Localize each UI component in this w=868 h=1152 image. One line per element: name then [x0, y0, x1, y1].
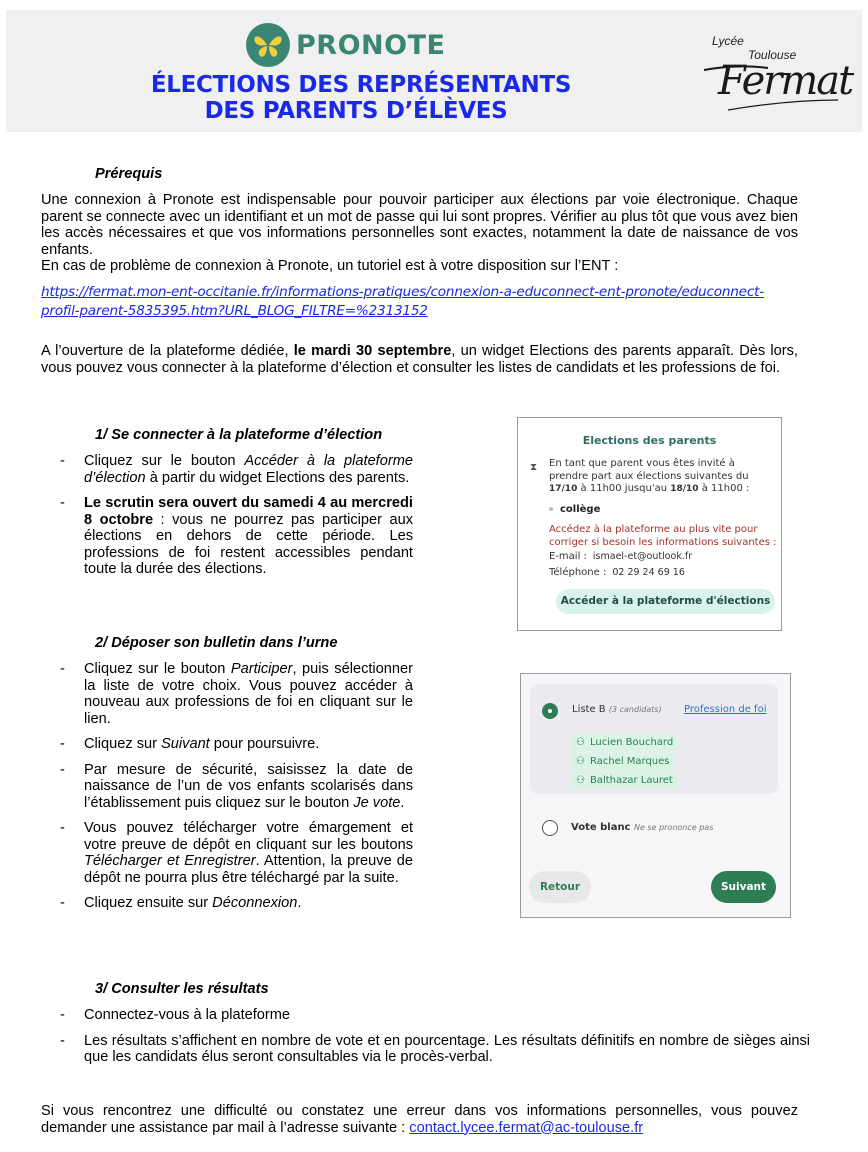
footer-text: Si vous rencontrez une difficulté ou constatez une erreur dans vos informations personnelles, vous pouvez demander une assistance par mail à l’adresse suivante :	[41, 1103, 798, 1136]
item-emphasis: Suivant	[161, 736, 210, 752]
suivant-button[interactable]: Suivant	[711, 871, 776, 903]
brand-name: PRONOTE	[296, 29, 446, 61]
blank-sub: Ne se prononce pas	[633, 823, 714, 832]
list-option-card[interactable]	[530, 684, 778, 794]
item-text: Cliquez sur le bouton	[84, 453, 245, 469]
list-item	[60, 820, 413, 886]
section3-heading: 3/ Consulter les résultats	[95, 981, 269, 997]
prerequis-heading: Prérequis	[95, 166, 163, 182]
item-text: Vous pouvez télécharger votre émargement et votre preuve de dépôt en cliquant sur les boutons	[84, 820, 413, 853]
list-item	[60, 495, 413, 578]
date-start: 17/10	[549, 484, 578, 494]
list-name-label: Liste B	[572, 704, 606, 715]
bullet-dot-icon	[549, 507, 553, 511]
item-text: , puis sélectionner la liste de votre choix. Vous pouvez accéder à nouveau aux professions de foi en cliquant sur le lien.	[84, 661, 413, 727]
logo-toulouse-text: Toulouse	[748, 48, 797, 62]
list-item	[60, 762, 413, 812]
widget-title: Elections des parents	[582, 434, 717, 447]
logo-swash	[698, 30, 848, 130]
section1-list	[60, 453, 413, 587]
tutorial-intro: En cas de problème de connexion à Pronote, un tutoriel est à votre disposition sur l’ENT :	[41, 258, 619, 274]
opening-text-after: , un widget Elections des parents apparaît. Dès lors, vous pouvez vous connecter à la plateforme d’élection et consulter les listes de candidats et les professions de foi.	[41, 343, 798, 376]
phone-value: 02 29 24 69 16	[612, 567, 685, 578]
prerequis-paragraph	[41, 192, 798, 275]
item-emphasis: Télécharger et Enregistrer	[84, 853, 256, 869]
opening-paragraph	[41, 343, 798, 376]
item-text: : vous ne pourrez pas participer aux élections en dehors de cette période. Les professions de foi restent accessibles pendant toute la durée des élections.	[84, 511, 413, 577]
title-line-1: ÉLECTIONS DES REPRÉSENTANTS	[150, 72, 572, 98]
candidate-name: Rachel Marques	[589, 756, 670, 767]
phone-row	[549, 567, 685, 578]
section2-heading: 2/ Déposer son bulletin dans l’urne	[95, 635, 338, 651]
item-text: .	[297, 895, 302, 911]
email-value: ismael-et@outlook.fr	[592, 551, 693, 562]
item-text: Cliquez sur	[84, 736, 162, 752]
item-emphasis: Accéder à la plateforme d’élection	[84, 453, 413, 486]
item-text: à partir du widget Elections des parents.	[145, 469, 410, 486]
list-item	[60, 736, 413, 753]
radio-vote-blanc[interactable]	[542, 820, 558, 836]
header-banner	[6, 10, 862, 132]
item-bold: Le scrutin sera ouvert du samedi 4 au mercredi 8 octobre	[84, 495, 413, 528]
section1-heading: 1/ Se connecter à la plateforme d’élection	[95, 427, 383, 443]
item-emphasis: Je vote	[353, 794, 401, 811]
list-item: - Connectez-vous à la plateforme	[60, 1007, 810, 1024]
section3-list	[60, 1007, 810, 1075]
item-text: Cliquez ensuite sur	[84, 895, 213, 911]
radio-selected[interactable]	[542, 703, 558, 719]
item-text: pour poursuivre.	[209, 736, 320, 752]
tutorial-link-line-2[interactable]: profil-parent-5835395.htm?URL_BLOG_FILTRE=%2313152	[41, 303, 428, 319]
logo-lycee-text: Lycée	[712, 34, 744, 48]
candidate-chip	[572, 772, 677, 789]
item-emphasis: Déconnexion	[212, 895, 298, 911]
tutorial-link[interactable]	[41, 283, 798, 321]
item-text: . Attention, la preuve de dépôt ne pourra plus être téléchargé par la suite.	[84, 853, 414, 886]
footer-paragraph	[41, 1103, 798, 1136]
person-icon: ⚇	[576, 775, 585, 786]
opening-date: le mardi 30 septembre	[293, 343, 452, 359]
retour-button[interactable]: Retour	[529, 871, 591, 903]
list-item: - Les résultats s’affichent en nombre de vote et en pourcentage. Les résultats définitifs en nombre de sièges ainsi que les candidats élus seront consultables via le procès-verbal.	[60, 1033, 810, 1066]
candidate-chip	[572, 753, 674, 770]
candidate-name: Lucien Bouchard	[589, 737, 674, 748]
tutorial-link-line-1[interactable]: https://fermat.mon-ent-occitanie.fr/informations-pratiques/connexion-a-educonnect-ent-pronote/educonnect-	[41, 284, 764, 300]
logo-fermat-script: Fermat	[718, 58, 853, 104]
title-line-2: DES PARENTS D’ÉLÈVES	[204, 98, 508, 124]
email-label: E-mail :	[549, 551, 587, 562]
vote-blanc-label	[571, 822, 713, 833]
lycee-fermat-logo	[698, 30, 853, 130]
prerequis-text: Une connexion à Pronote est indispensable pour pouvoir participer aux élections par voie électronique. Chaque parent se connecte avec un identifiant et un mot de passe qui lui sont propres. Vérifier au plus tôt que vous avez bien les accès nécessaires et que vos informations personnelles sont exactes, notamment la date de naissance de vos enfants.	[41, 192, 798, 258]
opening-text-before: A l’ouverture de la plateforme dédiée,	[41, 343, 294, 359]
list-name	[572, 704, 662, 715]
time-start: à 11h00 jusqu'au	[580, 483, 668, 494]
butterfly-icon	[246, 23, 290, 67]
candidate-name: Balthazar Lauret	[589, 775, 673, 786]
item-text: Par mesure de sécurité, saisissez la date de naissance de l’un de vos enfants scolarisés dans l’établissement puis cliquez sur le bouton	[84, 761, 413, 811]
person-icon: ⚇	[576, 737, 585, 748]
contact-email-link[interactable]: contact.lycee.fermat@ac-toulouse.fr	[409, 1119, 644, 1136]
invite-text	[549, 458, 777, 496]
elections-widget-screenshot	[517, 417, 782, 631]
election-item-label: collège	[560, 504, 601, 515]
list-count: (3 candidats)	[608, 705, 662, 714]
item-emphasis: Participer	[230, 661, 293, 677]
candidate-chip	[572, 734, 677, 751]
date-end: 18/10	[670, 484, 699, 494]
pronote-logo	[246, 23, 445, 67]
item-text: .	[400, 794, 405, 811]
list-item	[60, 453, 413, 486]
phone-label: Téléphone :	[549, 567, 607, 578]
election-item	[549, 504, 600, 515]
person-icon: ⚇	[576, 756, 585, 767]
item-text: Cliquez sur le bouton	[84, 661, 231, 677]
page-title	[6, 72, 706, 124]
hourglass-icon: ⧗	[530, 462, 538, 473]
blank-label: Vote blanc	[571, 822, 631, 833]
list-item	[60, 661, 413, 727]
access-platform-button[interactable]: Accéder à la plateforme d'élections	[556, 589, 775, 614]
time-end: à 11h00 :	[701, 483, 750, 494]
invite-text-body: En tant que parent vous êtes invité à prendre part aux élections suivantes du	[549, 458, 749, 482]
profession-de-foi-link[interactable]: Profession de foi	[684, 704, 767, 715]
list-item	[60, 895, 413, 912]
warning-text: Accédez à la plateforme au plus vite pour corriger si besoin les informations suivantes :	[549, 524, 777, 548]
email-row	[549, 551, 692, 562]
section2-list	[60, 661, 413, 921]
vote-widget-screenshot	[520, 673, 791, 918]
